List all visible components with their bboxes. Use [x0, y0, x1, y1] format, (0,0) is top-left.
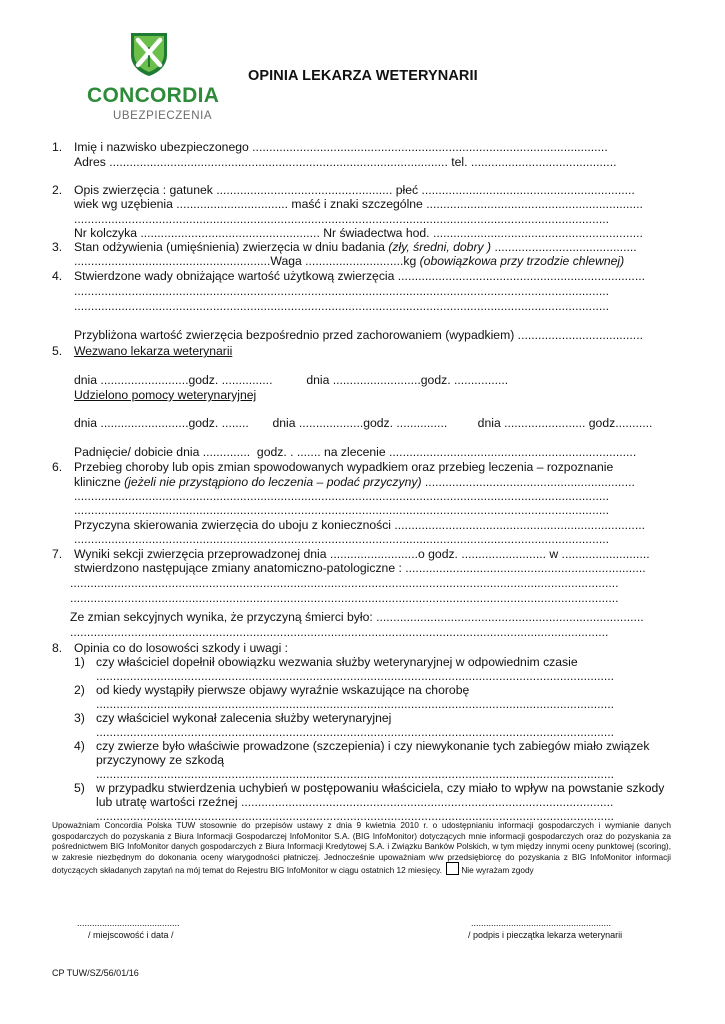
- animal-species-sex-field[interactable]: Opis zwierzęcia : gatunek .................................................... płeć ...............................................................: [74, 183, 635, 197]
- shield-logo-icon: [129, 31, 169, 77]
- page-title: OPINIA LEKARZA WETERYNARII: [248, 68, 478, 84]
- autopsy-date-field[interactable]: Wyniki sekcji zwierzęcia przeprowadzonej dnia ..........................o godz. ......................... w ..........................: [74, 547, 650, 561]
- defects-line[interactable]: ..............................................................................................................................................................: [74, 299, 610, 313]
- slaughter-reason-field[interactable]: Przyczyna skierowania zwierzęcia do uboju z konieczności ..........................................................................: [74, 518, 645, 532]
- weight-note: (obowiązkowa przy trzodzie chlewnej): [419, 254, 625, 268]
- death-date-field[interactable]: Padnięcie/ dobicie dnia .............. godz. . ....... na zlecenie .........................................................................: [74, 445, 637, 459]
- weight-label: ..........................................................Waga .............................kg: [74, 254, 420, 268]
- death-cause-field[interactable]: Ze zmian sekcyjnych wynika, że przyczyną śmierci było: ...............................................................................: [70, 610, 644, 624]
- place-date-line[interactable]: .........................................: [77, 918, 180, 928]
- defects-field[interactable]: Stwierdzone wady obniżające wartość użytkową zwierzęcia .........................................................................: [74, 269, 645, 283]
- question-number: 1): [74, 655, 85, 669]
- autopsy-findings-line[interactable]: ..................................................................................................................................................................: [70, 591, 619, 605]
- question-text: przyczynowy ze szkodą: [96, 753, 225, 767]
- vet-called-dates[interactable]: dnia ..........................godz. ............... dnia ..........................godz. ................: [74, 373, 509, 387]
- question-text: od kiedy wystąpiły pierwsze objawy wyraźnie wskazujące na chorobę: [96, 683, 470, 697]
- animal-description-line[interactable]: ..............................................................................................................................................................: [74, 212, 610, 226]
- section-number: 4.: [52, 269, 63, 283]
- opinion-heading: Opinia co do losowości szkody i uwagi :: [74, 641, 289, 655]
- ear-tag-certificate-field[interactable]: Nr kolczyka ..................................................... Nr świadectwa hod. ..............................................................: [74, 226, 643, 240]
- autopsy-findings-line[interactable]: ..................................................................................................................................................................: [70, 576, 619, 590]
- vet-help-heading: Udzielono pomocy weterynaryjnej: [74, 388, 257, 402]
- answer-line[interactable]: .........................................................................................................................................................: [96, 669, 615, 683]
- question-number: 2): [74, 683, 85, 697]
- place-date-label: / miejscowość i data /: [88, 930, 174, 940]
- nutrition-state-label: Stan odżywienia (umięśnienia) zwierzęcia w dniu badania: [74, 240, 389, 254]
- brand-subtitle: UBEZPIECZENIA: [113, 110, 213, 122]
- question-text: czy właściciel dopełnił obowiązku wezwania służby weterynaryjnej w odpowiednim czasie: [96, 655, 578, 669]
- clinical-diagnosis-label: kliniczne: [74, 475, 125, 489]
- section-number: 6.: [52, 460, 63, 474]
- death-cause-line[interactable]: ...............................................................................................................................................................: [70, 625, 609, 639]
- section-number: 8.: [52, 641, 63, 655]
- form-code: CP TUW/SZ/56/01/16: [52, 968, 139, 978]
- question-text: czy właściciel wykonał zalecenia służby weterynaryjnej: [96, 711, 392, 725]
- weight-field[interactable]: [74, 254, 624, 268]
- vet-signature-line[interactable]: ........................................................: [471, 918, 612, 928]
- insured-name-field[interactable]: Imię i nazwisko ubezpieczonego .........................................................................................................: [74, 140, 608, 154]
- nutrition-state-dots: ..........................................: [491, 240, 637, 254]
- vet-called-heading: Wezwano lekarza weterynarii: [74, 344, 233, 358]
- clinical-diagnosis-note: (jeżeli nie przystąpiono do leczenia – podać przyczyny): [124, 475, 422, 489]
- section-number: 2.: [52, 183, 63, 197]
- disease-course-label: Przebieg choroby lub opis zmian spowodowanych wypadkiem oraz przebieg leczenia – rozpoznanie: [74, 460, 614, 474]
- nutrition-state-field[interactable]: [74, 240, 637, 254]
- consent-paragraph: Upoważniam Concordia Polska TUW stosownie do przepisów ustawy z dnia 9 kwietnia 2010 r. o udostępnianiu informacji gospodarczych i wymianie danych gospodarczych do pozyskania z Biura Informacji Gospodarczej InfoMonitor S.A. (BIG InfoMonitor) dotyczących mnie informacji gospodarczych oraz do pozyskania za pośrednictwem BIG InfoMonitor danych gospodarczych z Biura Informacji Kredytowej S.A. i Związku Banków Polskich, w tym między innymi oceny punktowej (scoring), w zakresie niezbędnym do dokonania oceny wiarygodności płatniczej. Jednocześnie upoważniam w/w przedsiębiorcę do pozyskania z BIG InfoMonitor informacji dotyczących składanych zapytań na mój temat do Rejestru BIG InfoMonitor w ciągu ostatnich 12 miesięcy.: [52, 820, 671, 876]
- answer-field[interactable]: lub utratę wartości rzeźnej ..............................................................................................................: [96, 795, 614, 809]
- approx-value-field[interactable]: Przybliżona wartość zwierzęcia bezpośrednio przed zachorowaniem (wypadkiem) .....................................: [74, 328, 643, 342]
- address-phone-field[interactable]: Adres .................................................................................................... tel. ...........................................: [74, 155, 617, 169]
- autopsy-findings-field[interactable]: stwierdzono następujące zmiany anatomiczno-patologiczne : .......................................................................: [74, 561, 646, 575]
- brand-name: CONCORDIA: [87, 84, 220, 107]
- question-text: w przypadku stwierdzenia uchybień w postępowaniu właściciela, czy miało to wpływ na powstanie szkody: [96, 781, 665, 795]
- consent-text: [52, 820, 671, 876]
- clinical-diagnosis-field[interactable]: [74, 475, 635, 489]
- answer-line[interactable]: .........................................................................................................................................................: [96, 697, 615, 711]
- answer-line[interactable]: .........................................................................................................................................................: [96, 767, 615, 781]
- question-number: 5): [74, 781, 85, 795]
- slaughter-reason-line[interactable]: ..............................................................................................................................................................: [74, 532, 610, 546]
- question-number: 4): [74, 739, 85, 753]
- question-number: 3): [74, 711, 85, 725]
- disease-course-line[interactable]: ..............................................................................................................................................................: [74, 489, 610, 503]
- section-number: 7.: [52, 547, 63, 561]
- question-text: czy zwierze było właściwie prowadzone (szczepienia) i czy niewykonanie tych zabiegów miało związek: [96, 739, 650, 753]
- section-number: 1.: [52, 140, 63, 154]
- answer-line[interactable]: .........................................................................................................................................................: [96, 809, 615, 823]
- clinical-diagnosis-dots: ..............................................................: [421, 475, 635, 489]
- answer-line[interactable]: .........................................................................................................................................................: [96, 725, 615, 739]
- no-consent-checkbox[interactable]: [446, 862, 459, 875]
- section-number: 3.: [52, 240, 63, 254]
- nutrition-state-options: (zły, średni, dobry ): [388, 240, 492, 254]
- company-logo: [129, 31, 169, 77]
- vet-signature-label: / podpis i pieczątka lekarza weterynarii: [468, 930, 623, 940]
- no-consent-label: Nie wyrażam zgody: [461, 865, 534, 876]
- section-number: 5.: [52, 344, 63, 358]
- defects-line[interactable]: ..............................................................................................................................................................: [74, 284, 610, 298]
- animal-age-color-field[interactable]: wiek wg uzębienia ................................. maść i znaki szczególne ................................................................: [74, 197, 643, 211]
- vet-help-dates[interactable]: dnia ..........................godz. ........ dnia ...................godz. ............... dnia ........................ godz...........: [74, 416, 653, 430]
- disease-course-line[interactable]: ..............................................................................................................................................................: [74, 503, 610, 517]
